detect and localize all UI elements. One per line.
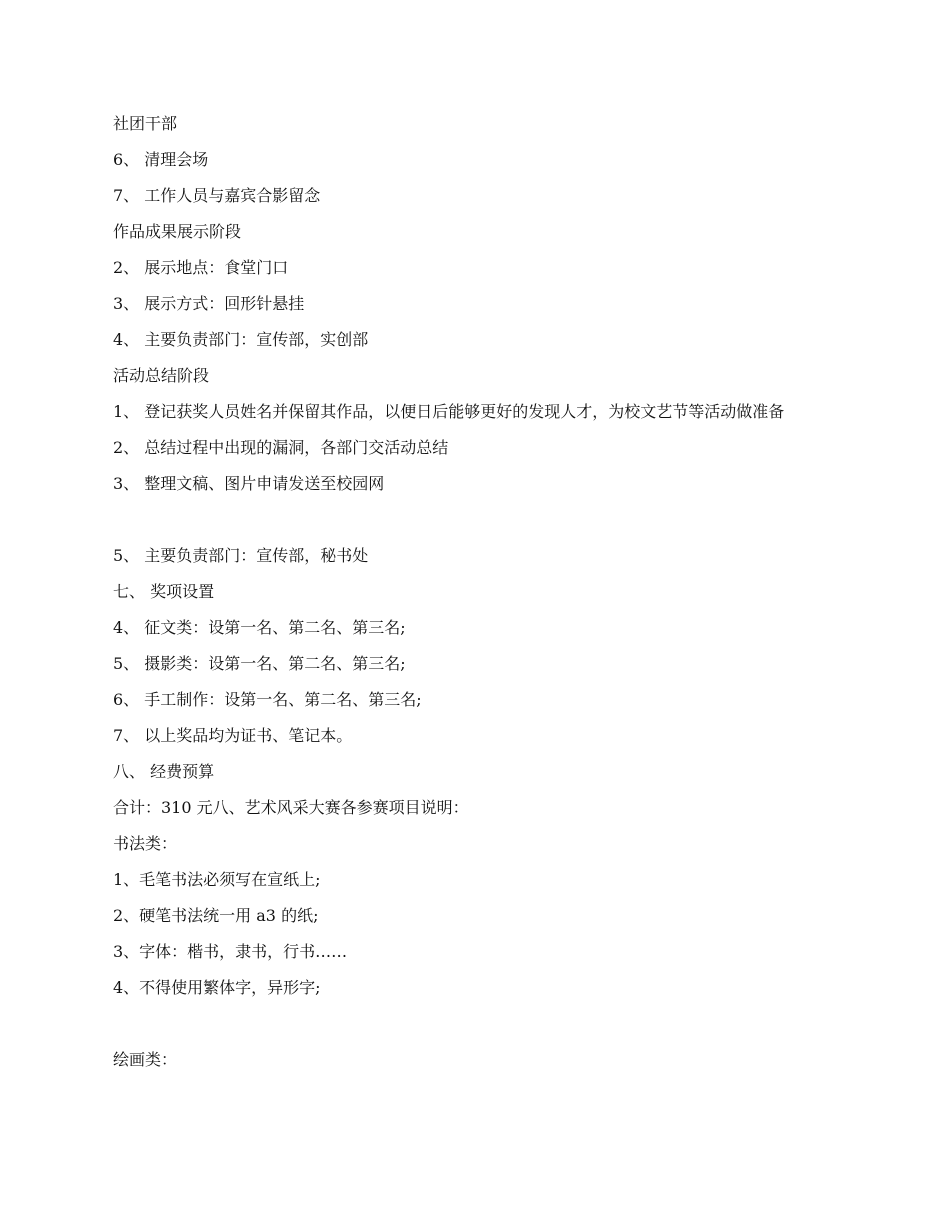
text-line: 3、 展示方式：回形针悬挂 [113,294,305,313]
section-heading: 八、 经费预算 [113,762,215,781]
text-line: 6、 手工制作：设第一名、第二名、第三名; [113,690,422,709]
text-line: 4、不得使用繁体字，异形字; [113,978,321,997]
section-heading: 七、 奖项设置 [113,582,215,601]
text-line: 4、 主要负责部门：宣传部，实创部 [113,330,369,349]
text-line: 合计：310 元八、艺术风采大赛各参赛项目说明： [113,798,469,817]
text-line: 1、毛笔书法必须写在宣纸上; [113,870,321,889]
text-line: 5、 主要负责部门：宣传部，秘书处 [113,546,369,565]
text-line: 4、 征文类：设第一名、第二名、第三名; [113,618,406,637]
text-line: 2、 展示地点：食堂门口 [113,258,289,277]
section-heading: 书法类： [113,834,178,853]
text-line: 3、字体：楷书，隶书，行书…… [113,942,348,961]
text-line: 6、 清理会场 [113,150,209,169]
text-line: 社团干部 [113,114,178,133]
text-line: 7、 工作人员与嘉宾合影留念 [113,186,321,205]
text-line: 3、 整理文稿、图片申请发送至校园网 [113,474,385,493]
text-line: 7、 以上奖品均为证书、笔记本。 [113,726,353,745]
text-line: 2、硬笔书法统一用 a3 的纸; [113,906,319,925]
text-paragraph: 1、 登记获奖人员姓名并保留其作品，以便日后能够更好的发现人才，为校文艺节等活动做准备 [113,402,785,421]
section-heading: 作品成果展示阶段 [113,222,242,241]
blank-line [113,502,840,538]
document-page [113,106,840,1078]
section-heading: 绘画类： [113,1050,178,1069]
text-line: 5、 摄影类：设第一名、第二名、第三名; [113,654,406,673]
section-heading: 活动总结阶段 [113,366,210,385]
blank-line [113,1006,840,1042]
text-line: 2、 总结过程中出现的漏洞，各部门交活动总结 [113,438,449,457]
